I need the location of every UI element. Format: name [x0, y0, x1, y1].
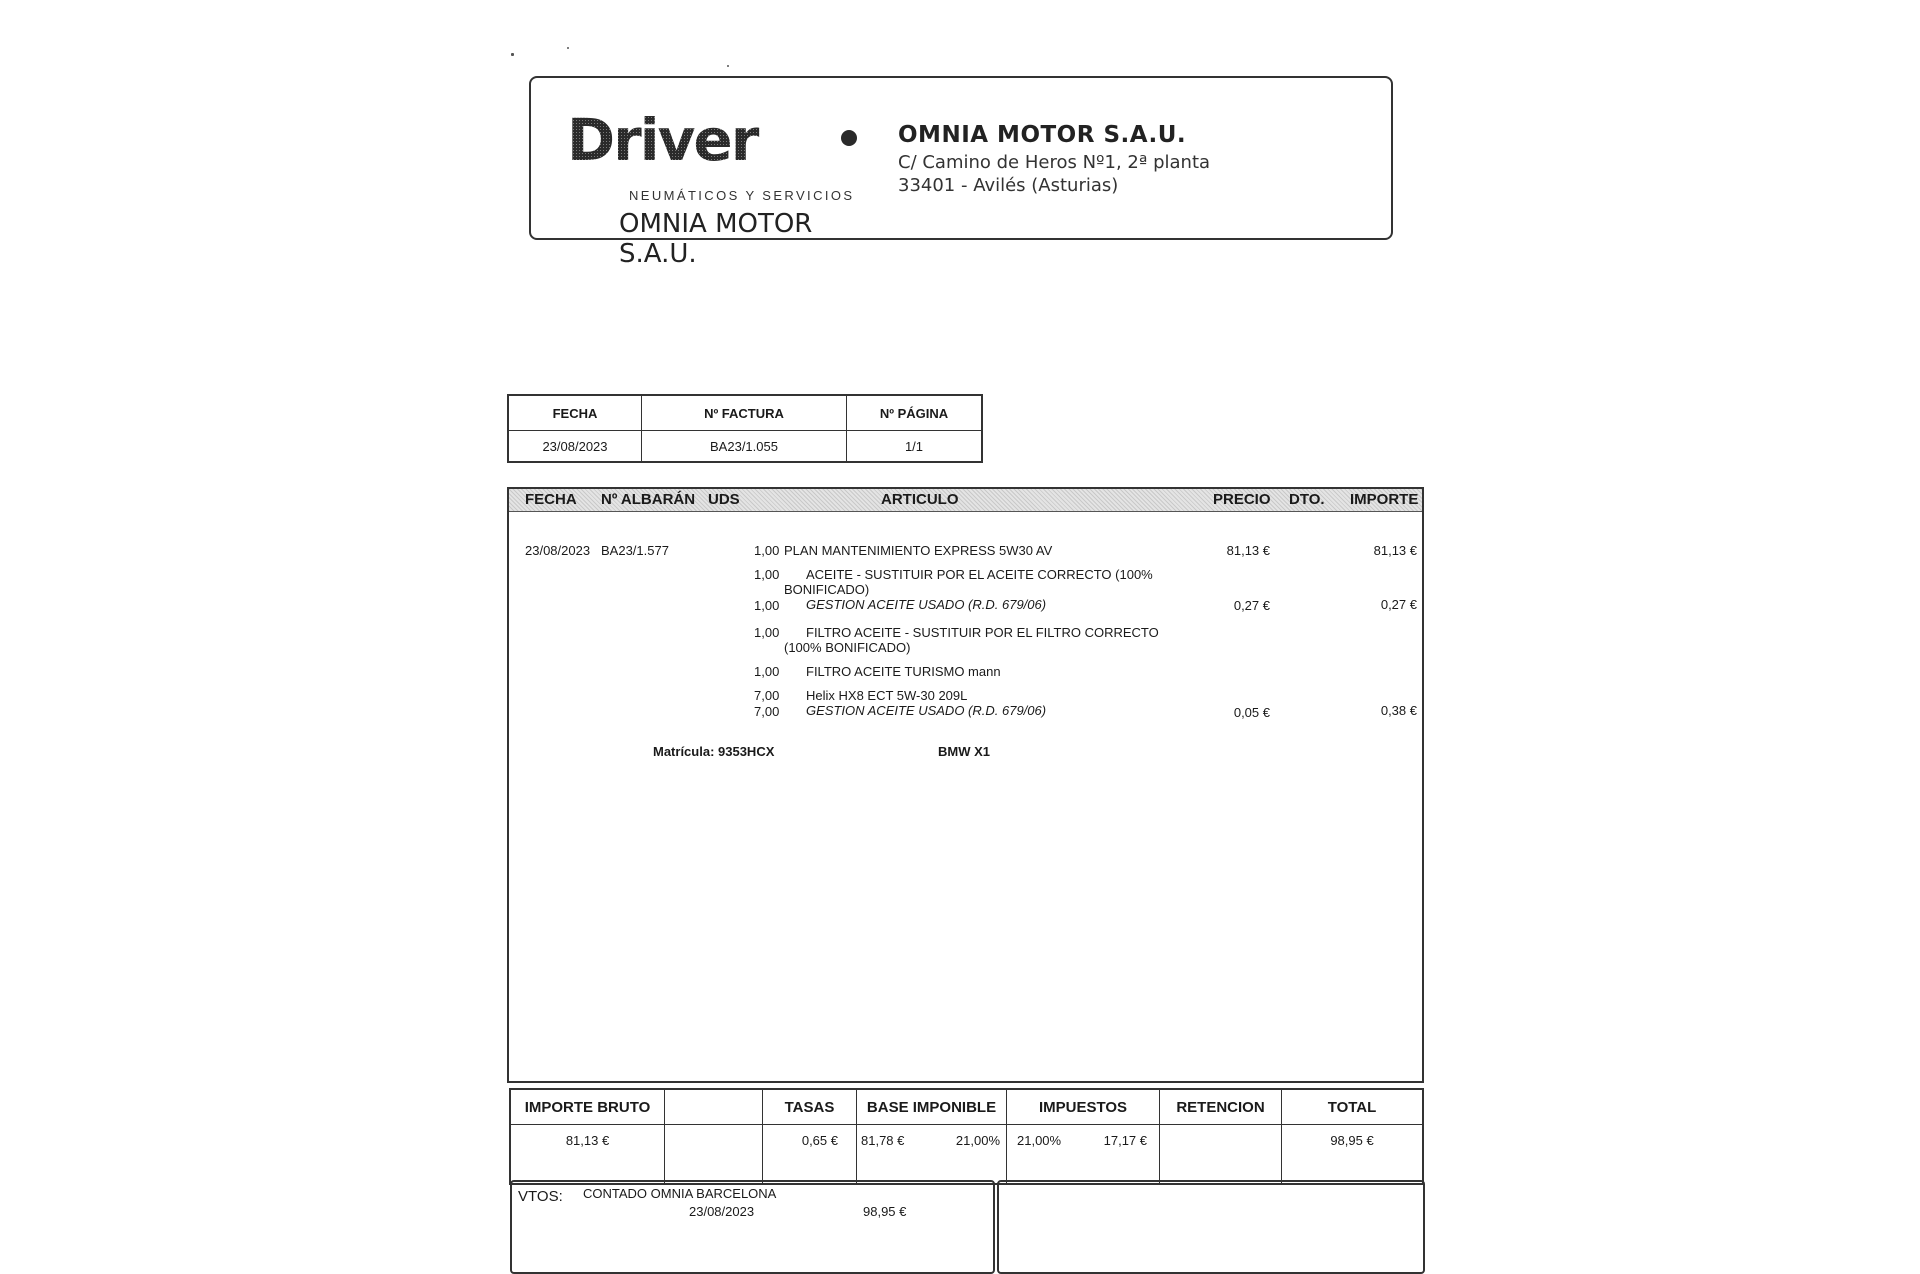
- totals-header-blank: [665, 1089, 763, 1125]
- totals-importe-bruto: 81,13 €: [510, 1125, 665, 1185]
- meta-value-pagina: 1/1: [847, 431, 983, 463]
- col-header-albaran: Nº ALBARÁN: [601, 491, 696, 508]
- meta-value-factura: BA23/1.055: [642, 431, 847, 463]
- totals-header-total: TOTAL: [1282, 1089, 1424, 1125]
- meta-value-fecha: 23/08/2023: [508, 431, 642, 463]
- line-uds: 1,00: [754, 664, 780, 679]
- line-articulo-cont: BONIFICADO): [784, 582, 870, 597]
- totals-tasas: 0,65 €: [763, 1125, 857, 1185]
- totals-impuestos-cell: [1007, 1125, 1160, 1185]
- albaran-date: 23/08/2023: [525, 543, 591, 558]
- meta-header-factura: Nº FACTURA: [642, 395, 847, 431]
- totals-header-importe-bruto: IMPORTE BRUTO: [510, 1089, 665, 1125]
- line-uds: 7,00: [754, 688, 780, 703]
- meta-header-fecha: FECHA: [508, 395, 642, 431]
- line-importe: 0,27 €: [1380, 597, 1417, 612]
- totals-header-impuestos: IMPUESTOS: [1007, 1089, 1160, 1125]
- line-precio: 81,13 €: [1226, 543, 1270, 558]
- totals-blank-cell: [665, 1125, 763, 1185]
- line-precio: 0,05 €: [1233, 705, 1270, 720]
- totals-total: 98,95 €: [1282, 1125, 1424, 1185]
- totals-table: [509, 1088, 1424, 1185]
- line-importe: 0,38 €: [1380, 703, 1417, 718]
- line-articulo-cont: (100% BONIFICADO): [784, 640, 911, 655]
- vtos-method: CONTADO OMNIA BARCELONA: [583, 1186, 777, 1201]
- line-articulo: GESTION ACEITE USADO (R.D. 679/06): [806, 597, 1047, 612]
- line-articulo: Helix HX8 ECT 5W-30 209L: [806, 688, 968, 703]
- matricula: Matrícula: 9353HCX: [653, 744, 775, 759]
- col-header-articulo: ARTICULO: [881, 491, 959, 508]
- line-uds: 1,00: [754, 625, 780, 640]
- vtos-date: 23/08/2023: [689, 1204, 755, 1219]
- totals-header-tasas: TASAS: [763, 1089, 857, 1125]
- company-address-line2: 33401 - Avilés (Asturias): [898, 175, 1119, 196]
- line-articulo: FILTRO ACEITE TURISMO mann: [806, 664, 1001, 679]
- totals-base-pct: 21,00%: [955, 1133, 1000, 1148]
- line-uds: 1,00: [754, 598, 780, 613]
- totals-retencion: [1160, 1125, 1282, 1185]
- line-articulo: ACEITE - SUSTITUIR POR EL ACEITE CORRECTO (100%: [806, 567, 1153, 582]
- line-articulo: PLAN MANTENIMIENTO EXPRESS 5W30 AV: [784, 543, 1053, 558]
- line-articulo: GESTION ACEITE USADO (R.D. 679/06): [806, 703, 1047, 718]
- logo-company-name: OMNIA MOTOR S.A.U.: [619, 209, 813, 269]
- vtos-label: VTOS:: [518, 1188, 563, 1205]
- albaran-number: BA23/1.577: [601, 543, 669, 558]
- logo-word-text: Driver: [567, 108, 758, 174]
- logo-tagline: NEUMÁTICOS Y SERVICIOS: [629, 188, 855, 203]
- driver-logo: [567, 108, 857, 269]
- col-header-importe: IMPORTE: [1350, 491, 1419, 508]
- totals-impuestos: 17,17 €: [1103, 1133, 1147, 1148]
- col-header-uds: UDS: [708, 491, 740, 508]
- col-header-dto: DTO.: [1289, 491, 1325, 508]
- line-articulo: FILTRO ACEITE - SUSTITUIR POR EL FILTRO CORRECTO: [806, 625, 1159, 640]
- totals-header-retencion: RETENCION: [1160, 1089, 1282, 1125]
- scan-speck: [567, 47, 569, 49]
- line-uds: 7,00: [754, 704, 780, 719]
- scan-speck: [511, 53, 514, 56]
- driver-logo-wordmark: [567, 108, 867, 178]
- invoice-meta-table: [507, 394, 983, 463]
- totals-impuestos-pct: 21,00%: [1017, 1133, 1062, 1148]
- scan-speck: [727, 65, 729, 67]
- company-header: [529, 76, 1393, 269]
- vtos-amount: 98,95 €: [863, 1204, 907, 1219]
- items-table-header: [509, 489, 1422, 512]
- meta-header-pagina: Nº PÁGINA: [847, 395, 983, 431]
- totals-header-base-imponible: BASE IMPONIBLE: [857, 1089, 1007, 1125]
- line-uds: 1,00: [754, 543, 780, 558]
- vehicle-model: BMW X1: [938, 744, 990, 759]
- company-name: OMNIA MOTOR S.A.U.: [898, 122, 1187, 148]
- line-precio: 0,27 €: [1233, 598, 1270, 613]
- line-importe: 81,13 €: [1373, 543, 1417, 558]
- line-uds: 1,00: [754, 567, 780, 582]
- totals-base-cell: [857, 1125, 1007, 1185]
- totals-base-imponible: 81,78 €: [861, 1133, 905, 1148]
- col-header-fecha: FECHA: [525, 491, 577, 508]
- items-table: [507, 487, 1424, 1083]
- company-address-line1: C/ Camino de Heros Nº1, 2ª planta: [898, 152, 1211, 173]
- col-header-precio: PRECIO: [1213, 491, 1271, 508]
